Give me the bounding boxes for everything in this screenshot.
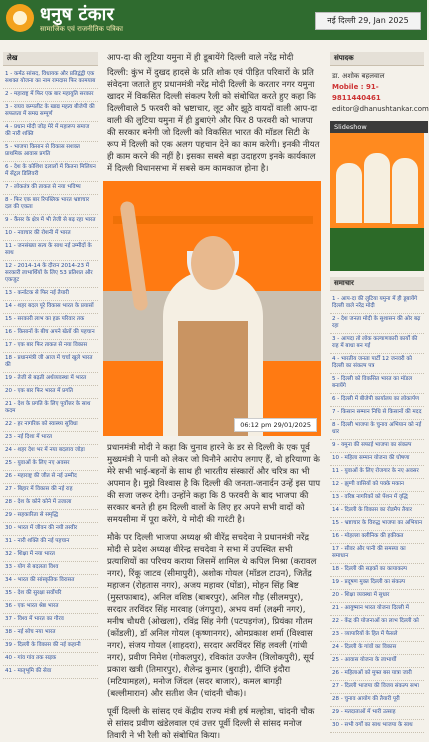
editor-heading: संपादक <box>330 52 424 66</box>
news-link[interactable]: 6 - दिल्ली में बीजेपी कार्यालय का लोकार्पण <box>330 394 424 407</box>
news-link[interactable]: 14 - दिल्ली के विकास का रोडमैप तैयार <box>330 505 424 518</box>
news-link[interactable]: 22 - केंद्र की योजनाओं का लाभ दिल्ली को <box>330 616 424 629</box>
article-link[interactable]: 8 - फिर एक बार रिपब्लिक भारत भ्रष्टाचार दल की एकता <box>3 195 98 215</box>
news-link[interactable]: 17 - सीवर और पानी की समस्या का समाधान <box>330 544 424 564</box>
article-title: आप-दा की लूटिया यमुना में ही डूबायेंगे दिल्ली वाले नरेंद्र मोदी <box>107 53 294 63</box>
slide-person-shape <box>336 163 362 223</box>
article-link[interactable]: 1 - कर्मठ सांसद, विधायक और प्रतिद्वंद्वी एक सशक्त योजना का नाम रामदास फिर कामयाब <box>3 69 98 89</box>
news-link[interactable]: 29 - मतदाताओं में भारी उत्साह <box>330 707 424 720</box>
news-link[interactable]: 15 - भ्रष्टाचार के विरुद्ध भाजपा का अभियान <box>330 518 424 531</box>
article-link[interactable]: 7 - लोकतंत्र की ताकत से नया भविष्य <box>3 182 98 195</box>
news-link[interactable]: 9 - यमुना की सफाई भाजपा का संकल्प <box>330 440 424 453</box>
article-link[interactable]: 32 - शिक्षा में नया भारत <box>3 549 98 562</box>
left-section-heading: लेख <box>3 52 98 66</box>
news-link[interactable]: 5 - दिल्ली को विकसित भारत का मॉडल बनायेंगे <box>330 374 424 394</box>
article-link[interactable]: 39 - दिल्ली के विकास की नई कहानी <box>3 640 98 653</box>
article-link[interactable]: 23 - नई दिशा में भारत <box>3 432 98 445</box>
photo-timestamp: 06:12 pm 29/01/2025 <box>234 418 317 432</box>
site-brand[interactable]: धनुष टंकार <box>40 4 115 25</box>
news-link[interactable]: 24 - दिल्ली के गांवों का विकास <box>330 642 424 655</box>
news-link[interactable]: 13 - वरिष्ठ नागरिकों को पेंशन में वृद्धि <box>330 492 424 505</box>
article-paragraph: पूर्वी दिल्ली के सांसद एवं केंद्रीय राज्य मंत्री हर्ष मल्होत्रा, चांदनी चौक से सांसद प्रवीण खंडेलवाल एवं उत्तर पूर्वी दिल्ली से सांसद मनोज तिवारी ने भी रैली को संबोधित किया। <box>107 707 315 741</box>
news-link[interactable]: 30 - सभी वर्गों का साथ भाजपा के साथ <box>330 720 424 733</box>
slideshow-image[interactable] <box>330 133 424 271</box>
news-heading: समाचार <box>330 277 424 291</box>
article-link[interactable]: 18 - प्रधानमंत्री जी आज में चर्चा खुले भारत की <box>3 353 98 373</box>
article-list <box>3 69 98 679</box>
news-link[interactable]: 26 - महिलाओं को मुफ्त बस यात्रा जारी <box>330 668 424 681</box>
news-link[interactable]: 19 - प्रदूषण मुक्त दिल्ली का संकल्प <box>330 577 424 590</box>
news-link[interactable]: 25 - आवास योजना के लाभार्थी <box>330 655 424 668</box>
article-link[interactable]: 24 - शहर देश भर में नया बदलाव जोड़ा <box>3 445 98 458</box>
slide-person-shape <box>364 153 390 223</box>
article-link[interactable]: 11 - जनसंख्या सत्य के साथ नई उम्मीदों के साथ <box>3 241 98 261</box>
left-sidebar <box>3 52 98 720</box>
news-link[interactable]: 27 - दिल्ली भाजपा की विजय संकल्प सभा <box>330 681 424 694</box>
news-link[interactable]: 7 - किसान सम्मान निधि से किसानों की मदद <box>330 407 424 420</box>
article-link[interactable]: 17 - एक बार फिर ताकत से नया विकास <box>3 340 98 353</box>
article-link[interactable]: 41 - मातृभूमि की सेवा <box>3 666 98 679</box>
article-link[interactable]: 5 - भाजपा किसान से विकास सशक्त प्राथमिक आवास प्रगति <box>3 142 98 162</box>
editor-info <box>330 69 429 121</box>
article-link[interactable]: 15 - सरकारी लाभ का हक़ परिवार तक <box>3 314 98 327</box>
slideshow[interactable] <box>330 121 424 271</box>
article-photo <box>103 181 321 436</box>
article-link[interactable]: 14 - शहर बदल पूरे विकास भारत के प्रयासों <box>3 301 98 314</box>
article-paragraph: प्रधानमंत्री मोदी ने कहा कि चुनाव हारने के डर से दिल्ली के एक पूर्व मुख्यमंत्री ने पानी को लेकर जो घिनौने आरोप लगाए हैं, वो हरियाणा के मेरे सभी भाई-बहनों के साथ ही भारतीय संस्कारों और चरित्र का भी अपमान है। मुझे विश्वास है कि दिल्ली की जनता-जनार्दन उन्हें इस पाप की सजा जरूर देगी। उन्होंने कहा कि 8 फरवरी के बाद भाजपा की सरकार बनते ही हम दिल्ली वालों के लिए हर अपने सभी वादों को समयसीमा में पूरा करेंगे, ये मोदी की गारंटी है। <box>107 443 321 525</box>
dhanush-logo-icon[interactable] <box>6 4 34 32</box>
news-link[interactable]: 16 - मोहल्ला क्लीनिक की हकीकत <box>330 531 424 544</box>
article-link[interactable]: 4 - प्रधान मोदी जोड़ मेरे में महारूप समाज की नारी शक्ति <box>3 122 98 142</box>
site-tagline: सामाजिक एवं राजनीतिक पत्रिका <box>40 25 123 33</box>
article-link[interactable]: 10 - नवाचार की रोशनी में भारत <box>3 228 98 241</box>
article-link[interactable]: 22 - हर नागरिक को स्वास्थ्य सुविधा <box>3 419 98 432</box>
editor-mobile: Mobile : 91-9811440461 <box>332 83 381 102</box>
article-link[interactable]: 2 - महाराष्ट्र में फिर एक बार महायुति सरकार <box>3 89 98 102</box>
speaker-face <box>191 236 235 290</box>
article-link[interactable]: 6 - देश के कोशिश दलालों में कितना मिलियन में सेंट्रल डिलिवरी <box>3 162 98 182</box>
editor-email[interactable]: editor@dhanushtankar.com <box>332 105 429 113</box>
article-link[interactable]: 25 - युवाओं के लिए नए अवसर <box>3 458 98 471</box>
slideshow-label: Slideshow <box>330 121 428 133</box>
news-link[interactable]: 21 - आयुष्मान भारत योजना दिल्ली में <box>330 603 424 616</box>
news-link[interactable]: 20 - शिक्षा व्यवस्था में सुधार <box>330 590 424 603</box>
article-paragraph: मौके पर दिल्ली भाजपा अध्यक्ष श्री वीरेंद्र सचदेवा ने प्रधानमंत्री नरेंद्र मोदी से प्रदेश अध्यक्ष वीरेन्द्र सचदेवा ने सभा में उपस्थित सभी प्रत्याशियों का परिचय कराया जिसमें शामिल थे कपिल मिश्रा (करावल नगर), रिंकू जाटव (सीमापुरी), अशोक गोयल (मॉडल टाउन), जितेंद्र महाजन (रोहतास नगर), अजय महावर (घोंडा), मोहन सिंह बिष्ट (मुस्तफाबाद), अनिल वशिष्ठ (बाबरपुर), अनिल गौड़ (सीलमपुर), सरदार तरविंदर सिंह मारवाह (जंगपुरा), अभय वर्मा (लक्ष्मी नगर), मनीष चौधरी (ओखला), रविंद्र सिंह नेगी (पटपड़गंज), प्रियंका गौतम (कोंडली), डॉ अनिल गोयल (कृष्णानगर), ओमप्रकाश शर्मा (विश्वास नगर), संजय गोयल (शाहदरा), सरदार अरविंदर सिंह लवली (गांधी नगर), प्रवीण निमेश (गोकलपुर), रविकांत उज्जैन (त्रिलोकपुरी), सूर्य प्रकाश खत्री (तिमारपुर), शैलेन्द्र कुमार (बुराड़ी), दीप्ति इंदौरा (मटियामहल), मनोज जिंदल (सदर बाजार), कमल बागड़ी (बल्लीमारान) और सतीश जैन (चांदनी चौक)। <box>107 533 317 699</box>
news-link[interactable]: 28 - चुनाव आयोग की तैयारी पूरी <box>330 694 424 707</box>
article-link[interactable]: 30 - भारत में जीवन की नयी तस्वीर <box>3 523 98 536</box>
article-link[interactable]: 16 - किसानों के बीच अपने खेतों की पहचान <box>3 327 98 340</box>
editor-name: डा. अशोक बहलवाल <box>332 72 385 80</box>
news-link[interactable]: 10 - महिला सम्मान योजना की घोषणा <box>330 453 424 466</box>
article-link[interactable]: 38 - नई सोच नया भारत <box>3 627 98 640</box>
article-link[interactable]: 35 - देश की सुरक्षा सर्वोपरि <box>3 588 98 601</box>
article-link[interactable]: 26 - महाराष्ट्र की जीत से नई उम्मीद <box>3 471 98 484</box>
news-list <box>330 294 424 733</box>
slide-person-shape <box>392 158 418 224</box>
news-link[interactable]: 4 - भारतीय जनता पार्टी 12 जनवरी को दिल्ली का संकल्प पत्र <box>330 354 424 374</box>
news-link[interactable]: 3 - आपदा तो लोक कल्याणकारी कार्यों की राह में बाधा बन गई <box>330 334 424 354</box>
news-link[interactable]: 2 - देश जनता मोदी के सुशासन की ओर बढ़ रहा <box>330 314 424 334</box>
article-lead: दिल्ली: कुंभ में दुखद हादसे के प्रति शोक एवं पीड़ित परिवारों के प्रति संवेदना जताते हुए प्रधानमंत्री नरेंद्र मोदी दिल्ली के करतार नगर यमुना खादर में विकसित दिल्ली संकल्प रैली को संबोधित करते हुए कहा कि दिल्लीवाले 5 फरवरी को भ्रष्टाचार, लूट और झूठे वायदों वाली आप-दा वाली की लुटिया यमुना में ही डुबाएंगे और फिर 8 फरवरी को भाजपा की सरकार बनेगी जो दिल्ली को विकसित भारत की मॉडल सिटी के रूप में दिल्ली को एक अलग पहचान देने का काम करेगी। इनकी नीयत ही काम करने की नहीं है। इसका सबसे बड़ा उदाहरण इनके कार्यकाल में दिल्ली विधानसभा में सबसे कम कामकाज होना है। <box>107 68 320 174</box>
current-date: नई दिल्ली 29, Jan 2025 <box>315 12 421 30</box>
article-link[interactable]: 29 - सहकारिता से समृद्धि <box>3 510 98 523</box>
article-link[interactable]: 37 - विश्व में भारत का गौरव <box>3 614 98 627</box>
article-link[interactable]: 36 - एक भारत श्रेष्ठ भारत <box>3 601 98 614</box>
right-sidebar <box>330 52 429 728</box>
news-link[interactable]: 11 - युवाओं के लिए रोजगार के नए अवसर <box>330 466 424 479</box>
article-link[interactable]: 40 - गांव गांव तक सड़क <box>3 653 98 666</box>
news-link[interactable]: 18 - दिल्ली की सड़कों का कायाकल्प <box>330 564 424 577</box>
article-link[interactable]: 34 - भारत की सांस्कृतिक विरासत <box>3 575 98 588</box>
article-link[interactable]: 31 - नारी शक्ति की नई पहचान <box>3 536 98 549</box>
site-header <box>0 0 427 40</box>
article-link[interactable]: 20 - एक बार फिर भारत में प्रगति <box>3 386 98 399</box>
article-link[interactable]: 33 - योग से बदलता विश्व <box>3 562 98 575</box>
article-link[interactable]: 28 - देश के कोने कोने में उजाला <box>3 497 98 510</box>
article-link[interactable]: 3 - राघव कम्पलीट के खाद्य महत्व बीजेपी की सफलता में समग्र सम्पूर्ण <box>3 102 98 122</box>
news-link[interactable]: 23 - व्यापारियों के हित में फैसले <box>330 629 424 642</box>
article-link[interactable]: 21 - देश के प्रगति के लिए पूर्वोत्तर के साथ कदम <box>3 399 98 419</box>
main-article <box>103 52 325 741</box>
news-link[interactable]: 1 - आप-दा की लुटिया यमुना में ही डूबायेंगे दिल्ली वाले नरेंद्र मोदी <box>330 294 424 314</box>
article-link[interactable]: 13 - कर्नाटक से फिर नई तैयारी <box>3 288 98 301</box>
slide-ground-shape <box>330 228 424 271</box>
article-link[interactable]: 12 - 2014-14 के दौरान 2014-23 में सरकारी लाभार्थियों के लिए 53 प्रतिशत और एकजुट <box>3 261 98 288</box>
article-link[interactable]: 19 - तेजी से बढ़ती अर्थव्यवस्था में भारत <box>3 373 98 386</box>
news-link[interactable]: 8 - दिल्ली भाजपा के चुनाव अभियान को नई धार <box>330 420 424 440</box>
article-link[interactable]: 9 - कैंसर के क्षेत्र में भी तेजी से बढ़ रहा भारत <box>3 215 98 228</box>
news-link[interactable]: 12 - झुग्गी वासियों को पक्के मकान <box>330 479 424 492</box>
article-link[interactable]: 27 - बिहार में विकास की नई राह <box>3 484 98 497</box>
